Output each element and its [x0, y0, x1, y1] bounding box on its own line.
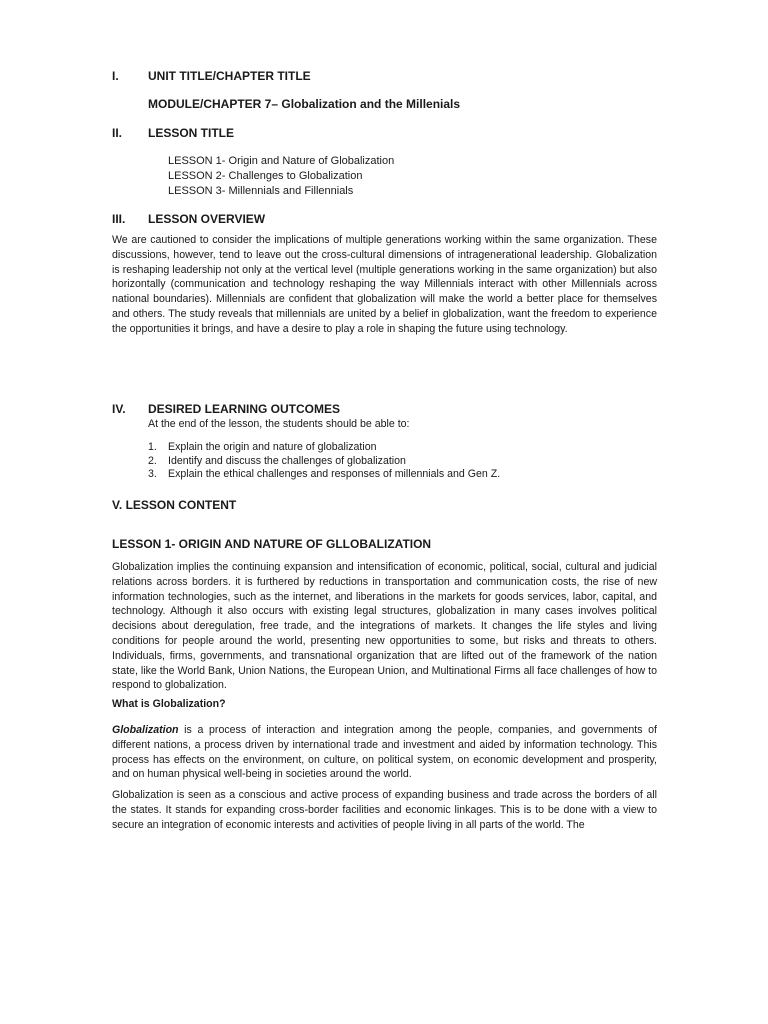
lesson-item: LESSON 1- Origin and Nature of Globalization: [168, 155, 395, 167]
section-1-title: UNIT TITLE/CHAPTER TITLE: [148, 69, 311, 83]
lesson-1-paragraph-1: Globalization implies the continuing expansion and intensification of economic, political, social, cultural and judicial relations across borders. it is furthered by reductions in transportation and communication costs, the rise of new information technologies, such as the internet, and liberations in the markets for goods services, labor, capital, and technology. Although it also occurs with existing legal structures, globalization in many cases involves political decisions about deregulation, free trade, and the integrations of markets. It changes the life styles and living conditions for people around the world, presenting new opportunities to some, but risks and threats to others. Individuals, firms, governments, and transnational organization that are lifted out of the framework of the nation state, like the World Bank, Union Nations, the European Union, and Multinational Firms all face challenges of how to respond to globalization.: [112, 561, 657, 692]
lesson-overview-text: We are cautioned to consider the implications of multiple generations working within the same organization. These discussions, however, tend to leave out the cross-cultural dimensions of intragenerational leadership. Globalization is reshaping leadership not only at the vertical level (multiple generations working in the same organization) but also horizontally (communication and technology reshaping the way Millennials interact with other Millennials across national boundaries). Millennials are confident that globalization will make the world a better place for themselves and others. The study reveals that millennials are united by a belief in globalization, want the freedom to experience the opportunities it brings, and have a desire to play a role in shaping the future using technology.: [112, 234, 657, 335]
section-2-title: LESSON TITLE: [148, 126, 235, 140]
section-3-title: LESSON OVERVIEW: [148, 212, 266, 226]
outcomes-intro: At the end of the lesson, the students should be able to:: [148, 418, 410, 430]
section-4-title: DESIRED LEARNING OUTCOMES: [148, 402, 341, 416]
lesson-1-heading: LESSON 1- ORIGIN AND NATURE OF GLLOBALIZATION: [112, 537, 432, 551]
lesson-item: LESSON 2- Challenges to Globalization: [168, 170, 363, 182]
section-1-number: I.: [112, 69, 119, 83]
section-2-number: II.: [112, 126, 123, 140]
section-4-number: IV.: [112, 402, 126, 416]
outcome-item: 2. Identify and discuss the challenges of globalization: [148, 454, 406, 467]
outcome-item: 3. Explain the ethical challenges and responses of millennials and Gen Z.: [148, 468, 501, 480]
outcomes-list: [148, 441, 500, 482]
module-name: Globalization and the Millenials: [281, 97, 461, 111]
globalization-term: Globalization: [112, 724, 179, 736]
lesson-item: LESSON 3- Millennials and Fillennials: [168, 185, 354, 197]
module-prefix: MODULE/CHAPTER 7–: [148, 97, 282, 111]
what-is-globalization-heading: What is Globalization?: [112, 698, 226, 710]
module-title: [148, 97, 460, 111]
section-3-number: III.: [112, 212, 126, 226]
section-5-title: V. LESSON CONTENT: [112, 498, 237, 512]
lesson-list: [168, 154, 394, 199]
lesson-1-paragraph-2: Globalization is a process of interaction and integration among the people, companies, and governments of different nations, a process driven by international trade and investment and aided by information technology. This process has effects on the environment, on culture, on political system, on economic development and prosperity, and on human physical well-being in societies around the world.: [112, 724, 657, 781]
lesson-1-paragraph-3: Globalization is seen as a conscious and active process of expanding business and trade across the borders of all the states. It stands for expanding cross-border facilities and economic linkages. This is to be done with a view to secure an integration of economic interests and activities of people living in all parts of the world. The: [112, 789, 657, 831]
outcome-item: 1. Explain the origin and nature of globalization: [148, 441, 377, 453]
